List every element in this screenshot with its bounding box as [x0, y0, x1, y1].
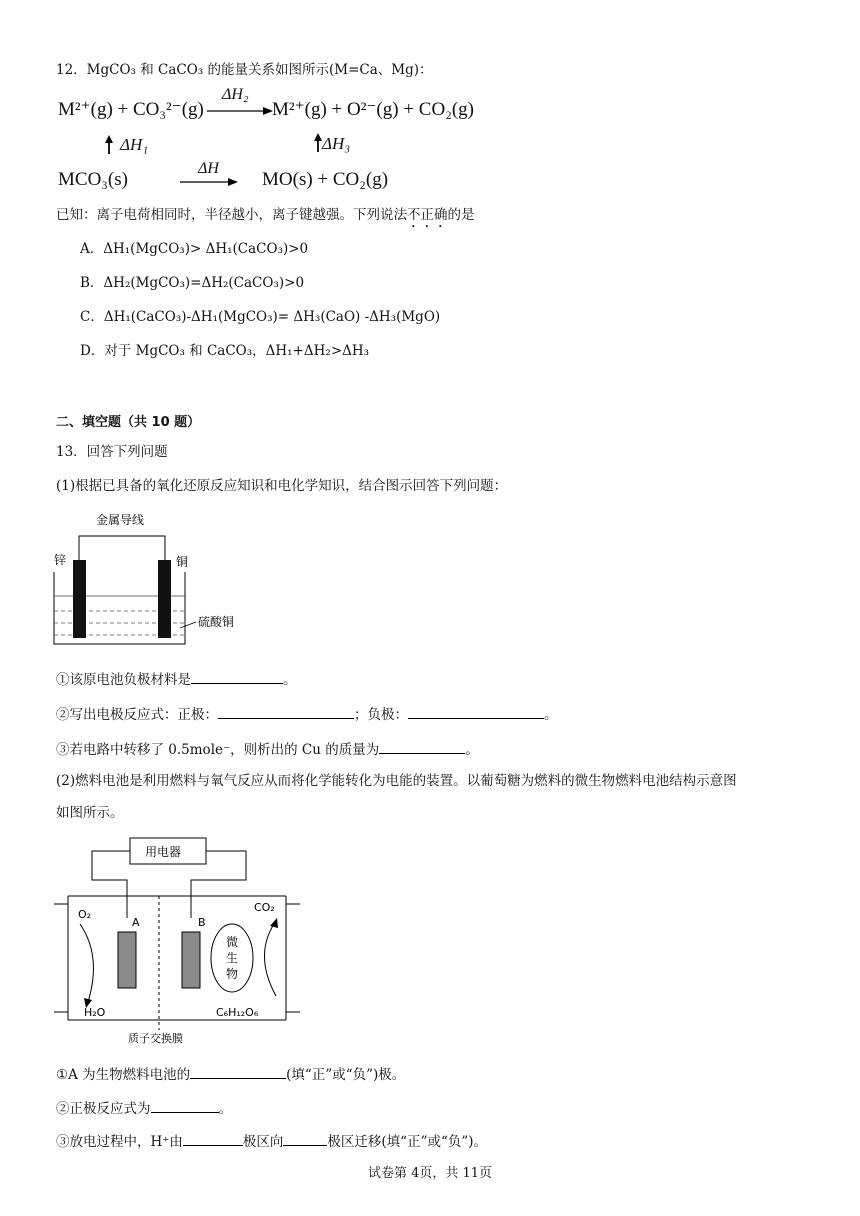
q12-known: 已知：离子电荷相同时，半径越小，离子键越强。下列说法不正确的是	[56, 207, 475, 223]
option-c: C．ΔH₁(CaCO₃)-ΔH₁(MgCO₃)= ΔH₃(CaO) -ΔH₃(MgO)	[80, 309, 441, 325]
arrow-right-icon	[178, 172, 240, 192]
eq-bot-right: MO(s) + CO₂(g)	[262, 169, 389, 190]
q13-2-b: ②正极反应式为 。	[56, 1098, 232, 1118]
option-a: A．ΔH₁(MgCO₃)> ΔH₁(CaCO₃)>0	[80, 241, 309, 257]
eq-top-left: M²⁺(g) + CO₃²⁻(g)	[58, 99, 204, 120]
microbe-label-1: 微	[226, 935, 239, 949]
glucose-label: C₆H₁₂O₆	[216, 1006, 259, 1019]
microbe-label-2: 生	[226, 951, 239, 965]
answer-blank[interactable]	[190, 1064, 286, 1079]
arrow-up-icon	[102, 134, 116, 156]
eq-bot-left: MCO₃(s)	[58, 169, 128, 190]
q13-2-a: ①A 为生物燃料电池的 (填“正”或“负”)极。	[56, 1064, 405, 1084]
answer-blank[interactable]	[379, 739, 465, 754]
copper-label: 铜	[176, 555, 189, 569]
section-title: 二、填空题（共 10 题）	[56, 415, 201, 430]
option-d: D．对于 MgCO₃ 和 CaCO₃，ΔH₁+ΔH₂>ΔH₃	[80, 343, 370, 359]
solution-label: 硫酸铜	[198, 615, 235, 629]
wire-label: 金属导线	[96, 513, 145, 527]
eq-dh2: ΔH₂	[222, 86, 249, 103]
h2o-label: H₂O	[84, 1006, 106, 1019]
q13-part2-line1: (2)燃料电池是利用燃料与氧气反应从而将化学能转化为电能的装置。以葡萄糖为燃料的微生物燃料电池结构示意图	[56, 773, 737, 789]
q13-2-c: ③放电过程中，H⁺由 极区向 极区迁移(填“正”或“负”)。	[56, 1131, 487, 1151]
answer-blank[interactable]	[218, 704, 354, 719]
answer-blank[interactable]	[283, 1131, 327, 1146]
answer-blank[interactable]	[183, 1131, 243, 1146]
q13-part2-line2: 如图所示。	[56, 805, 124, 821]
q13-1-a: ①该原电池负极材料是 。	[56, 669, 297, 689]
eq-dh3: ΔH₃	[322, 134, 351, 153]
q12-stem: 12．MgCO₃ 和 CaCO₃ 的能量关系如图所示(M=Ca、Mg)：	[56, 62, 433, 78]
fuel-cell-diagram	[54, 836, 314, 1046]
device-label: 用电器	[145, 845, 182, 859]
answer-blank[interactable]	[408, 704, 544, 719]
co2-label: CO₂	[254, 901, 275, 914]
o2-label: O₂	[78, 908, 92, 921]
microbe-label-3: 物	[226, 967, 239, 981]
q13-part1: (1)根据已具备的氧化还原反应知识和电化学知识，结合图示回答下列问题：	[56, 478, 508, 494]
answer-blank[interactable]	[151, 1098, 219, 1113]
option-b: B．ΔH₂(MgCO₃)=ΔH₂(CaCO₃)>0	[80, 275, 305, 291]
galvanic-cell-diagram	[52, 510, 252, 650]
zinc-label: 锌	[54, 553, 67, 567]
q13-stem: 13．回答下列问题	[56, 444, 168, 460]
membrane-label: 质子交换膜	[128, 1032, 183, 1045]
q13-1-c: ③若电路中转移了 0.5mole⁻，则析出的 Cu 的质量为 。	[56, 739, 479, 759]
page-footer: 试卷第 4页，共 11页	[367, 1166, 493, 1181]
q13-1-b: ②写出电极反应式：正极： ；负极： 。	[56, 704, 558, 724]
eq-dh: ΔH	[198, 160, 219, 177]
electrode-b-label: B	[198, 916, 206, 929]
eq-top-right: M²⁺(g) + O²⁻(g) + CO₂(g)	[272, 99, 474, 120]
answer-blank[interactable]	[191, 669, 283, 684]
eq-dh1: ΔH₁	[120, 135, 149, 154]
electrode-a-label: A	[132, 916, 140, 929]
arrow-right-icon	[205, 100, 275, 120]
